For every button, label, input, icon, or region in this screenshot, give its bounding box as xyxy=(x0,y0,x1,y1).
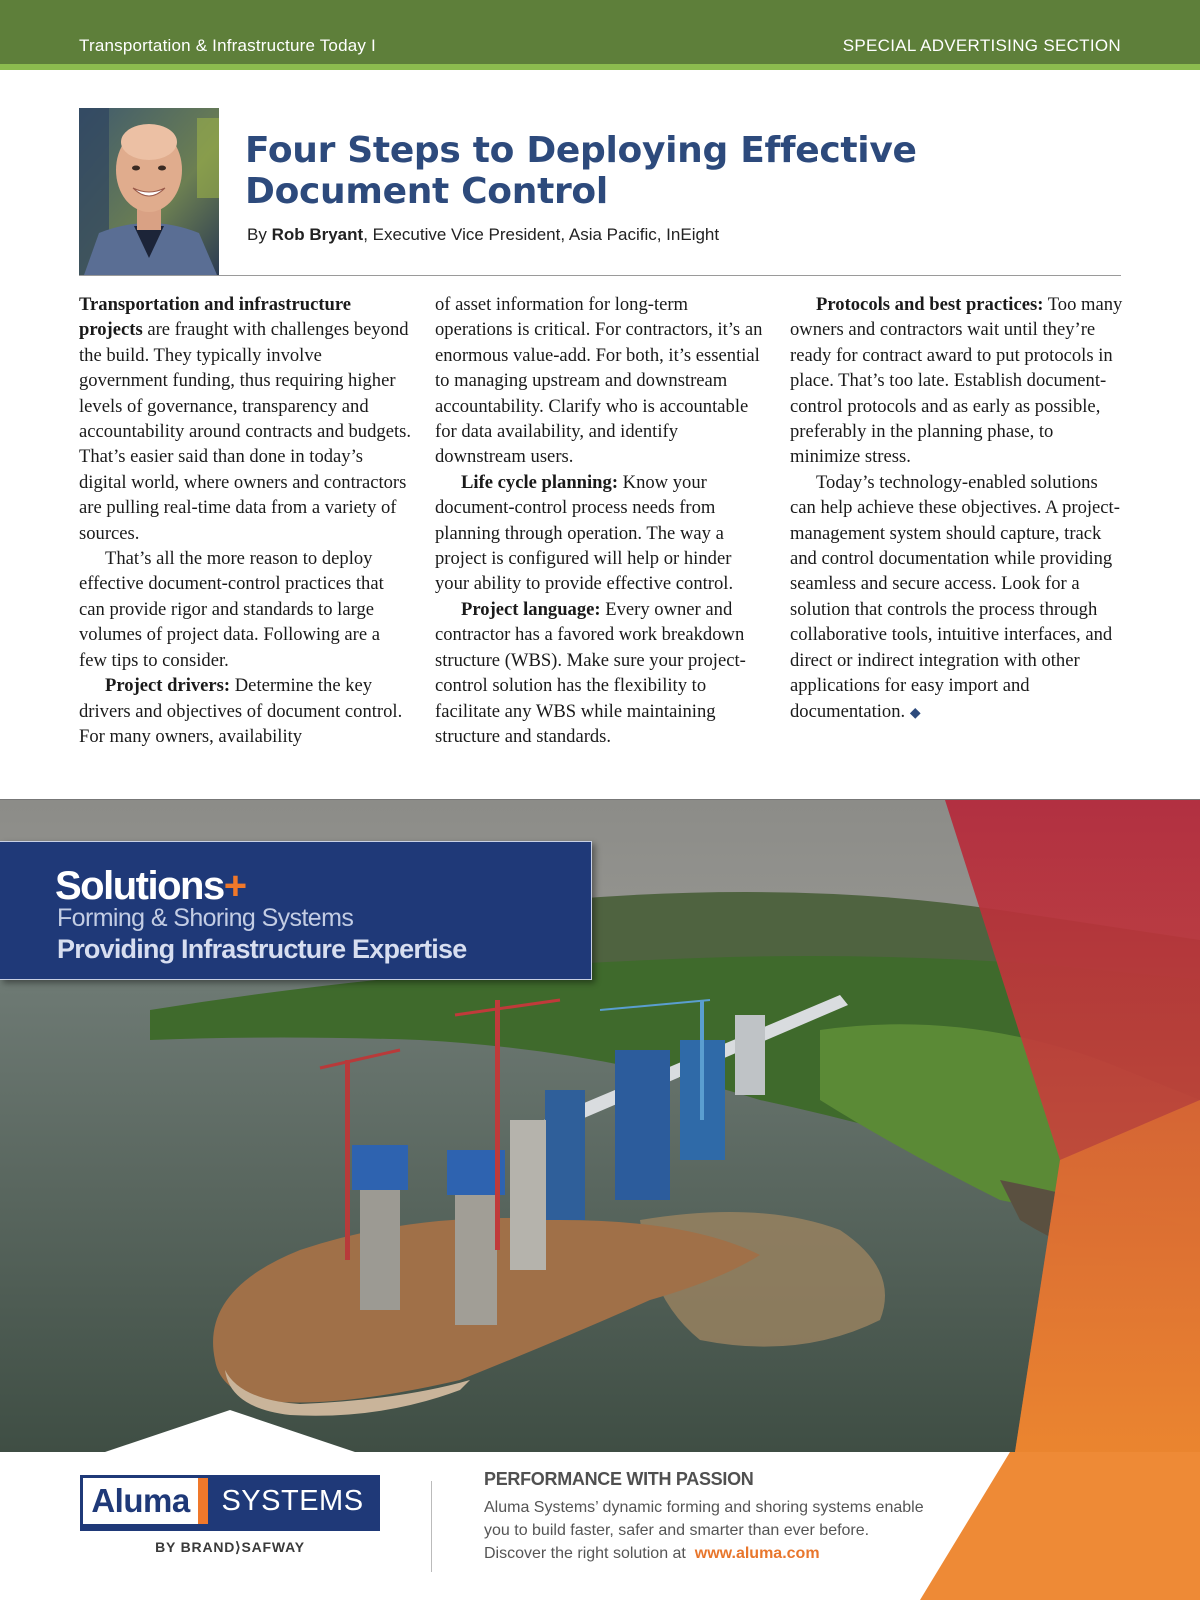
paragraph-text: Today’s technology-enabled solutions can help achieve these objectives. A project-management system should capture, track and control documentation while providing seamless and secure access. Look for a solution that controls the process through collaborative tools, intuitive interfaces, and direct or indirect integration with other applications for easy import and documentation. xyxy=(790,471,1120,722)
solutions-banner xyxy=(0,841,592,980)
paragraph: of asset information for long-term operations is critical. For contractors, it’s an enormous value-add. For both, it’s essential to managing upstream and downstream accountability. Clarify who is accountable for data availability, and identify downstream users. xyxy=(435,294,763,468)
paragraph xyxy=(790,470,1123,726)
article-column-1 xyxy=(79,292,412,749)
ad-notch xyxy=(0,1404,1200,1464)
paragraph: That’s all the more reason to deploy effective document-control practices that can provide rigor and standards to large volumes of project data. Following are a few tips to consider. xyxy=(79,548,384,671)
expertise-subhead: Providing Infrastructure Expertise xyxy=(57,934,467,964)
cta-text: Discover the right solution at xyxy=(484,1545,695,1562)
lead-in: Project drivers: xyxy=(105,675,231,697)
ad-body-text xyxy=(484,1496,984,1565)
author-name: Rob Bryant xyxy=(271,225,364,244)
brand-safway-tag: BY BRAND⟩SAFWAY xyxy=(155,1539,305,1555)
advertisement xyxy=(0,799,1200,1600)
lead-in: Protocols and best practices: xyxy=(816,294,1044,315)
title-line-1: Four Steps to Deploying Effective xyxy=(245,130,917,171)
logo-aluma-text: Aluma xyxy=(83,1478,208,1524)
paragraph-text: Determine the key drivers and objectives of document control. For many owners, availability xyxy=(79,675,403,747)
paragraph xyxy=(790,292,1123,470)
article-column-2 xyxy=(435,292,768,749)
paragraph-text: are fraught with challenges beyond the build. They typically involve government funding, thus requiring higher levels of governance, transparency and accountability around contracts and budgets. That’s easier said than done in today’s digital world, where owners and contractors are pulling real-time data from a variety of sources. xyxy=(79,319,412,544)
paragraph-text: Too many owners and contractors wait until they’re ready for contract award to put protocols in place. That’s too late. Establish document-control protocols and as early as possible, preferably in the planning phase, to minimize stress. xyxy=(790,294,1123,468)
header-stripe xyxy=(0,64,1200,70)
byline-prefix: By xyxy=(247,225,272,244)
paragraph xyxy=(79,673,412,749)
title-divider xyxy=(79,275,1121,276)
ad-body-line xyxy=(484,1542,984,1565)
paragraph-text: Know your document-control process needs from planning through operation. The way a project is configured will help or hinder your ability to provide effective control. xyxy=(435,471,734,595)
article-title xyxy=(245,130,945,212)
plus-icon: + xyxy=(223,864,246,908)
performance-tagline: PERFORMANCE WITH PASSION xyxy=(484,1469,754,1489)
paragraph xyxy=(435,597,768,749)
lead-in: Project language: xyxy=(461,598,601,620)
paragraph xyxy=(435,470,768,597)
logo-systems-text: SYSTEMS xyxy=(208,1478,377,1524)
section-label: SPECIAL ADVERTISING SECTION xyxy=(842,36,1121,55)
aluma-url-link[interactable]: www.aluma.com xyxy=(694,1545,820,1562)
paragraph-text: Every owner and contractor has a favored work breakdown structure (WBS). Make sure your project-control solution has the flexibility to facilitate any WBS while maintaining structure and standards. xyxy=(435,598,746,747)
aluma-systems-logo xyxy=(80,1475,380,1527)
title-line-2: Document Control xyxy=(245,171,608,212)
forming-shoring-subhead: Forming & Shoring Systems xyxy=(57,904,354,932)
article-column-3 xyxy=(790,292,1123,726)
end-diamond-icon: ◆ xyxy=(909,705,921,721)
byline xyxy=(247,225,719,245)
logo-underline xyxy=(80,1527,380,1531)
publication-name: Transportation & Infrastructure Today I xyxy=(79,36,376,55)
ad-body-line: Aluma Systems’ dynamic forming and shoring systems enable xyxy=(484,1499,924,1516)
lead-in: Life cycle planning: xyxy=(461,471,619,493)
author-photo xyxy=(79,108,219,275)
paragraph xyxy=(79,292,412,546)
footer-divider xyxy=(431,1481,432,1572)
lead-in: Transportation and infrastructure projects xyxy=(79,294,352,341)
ad-body-line: you to build faster, safer and smarter than ever before. xyxy=(484,1522,870,1539)
solutions-headline xyxy=(55,864,246,909)
author-title: , Executive Vice President, Asia Pacific, InEight xyxy=(363,225,720,244)
solutions-word: Solutions xyxy=(55,864,224,908)
